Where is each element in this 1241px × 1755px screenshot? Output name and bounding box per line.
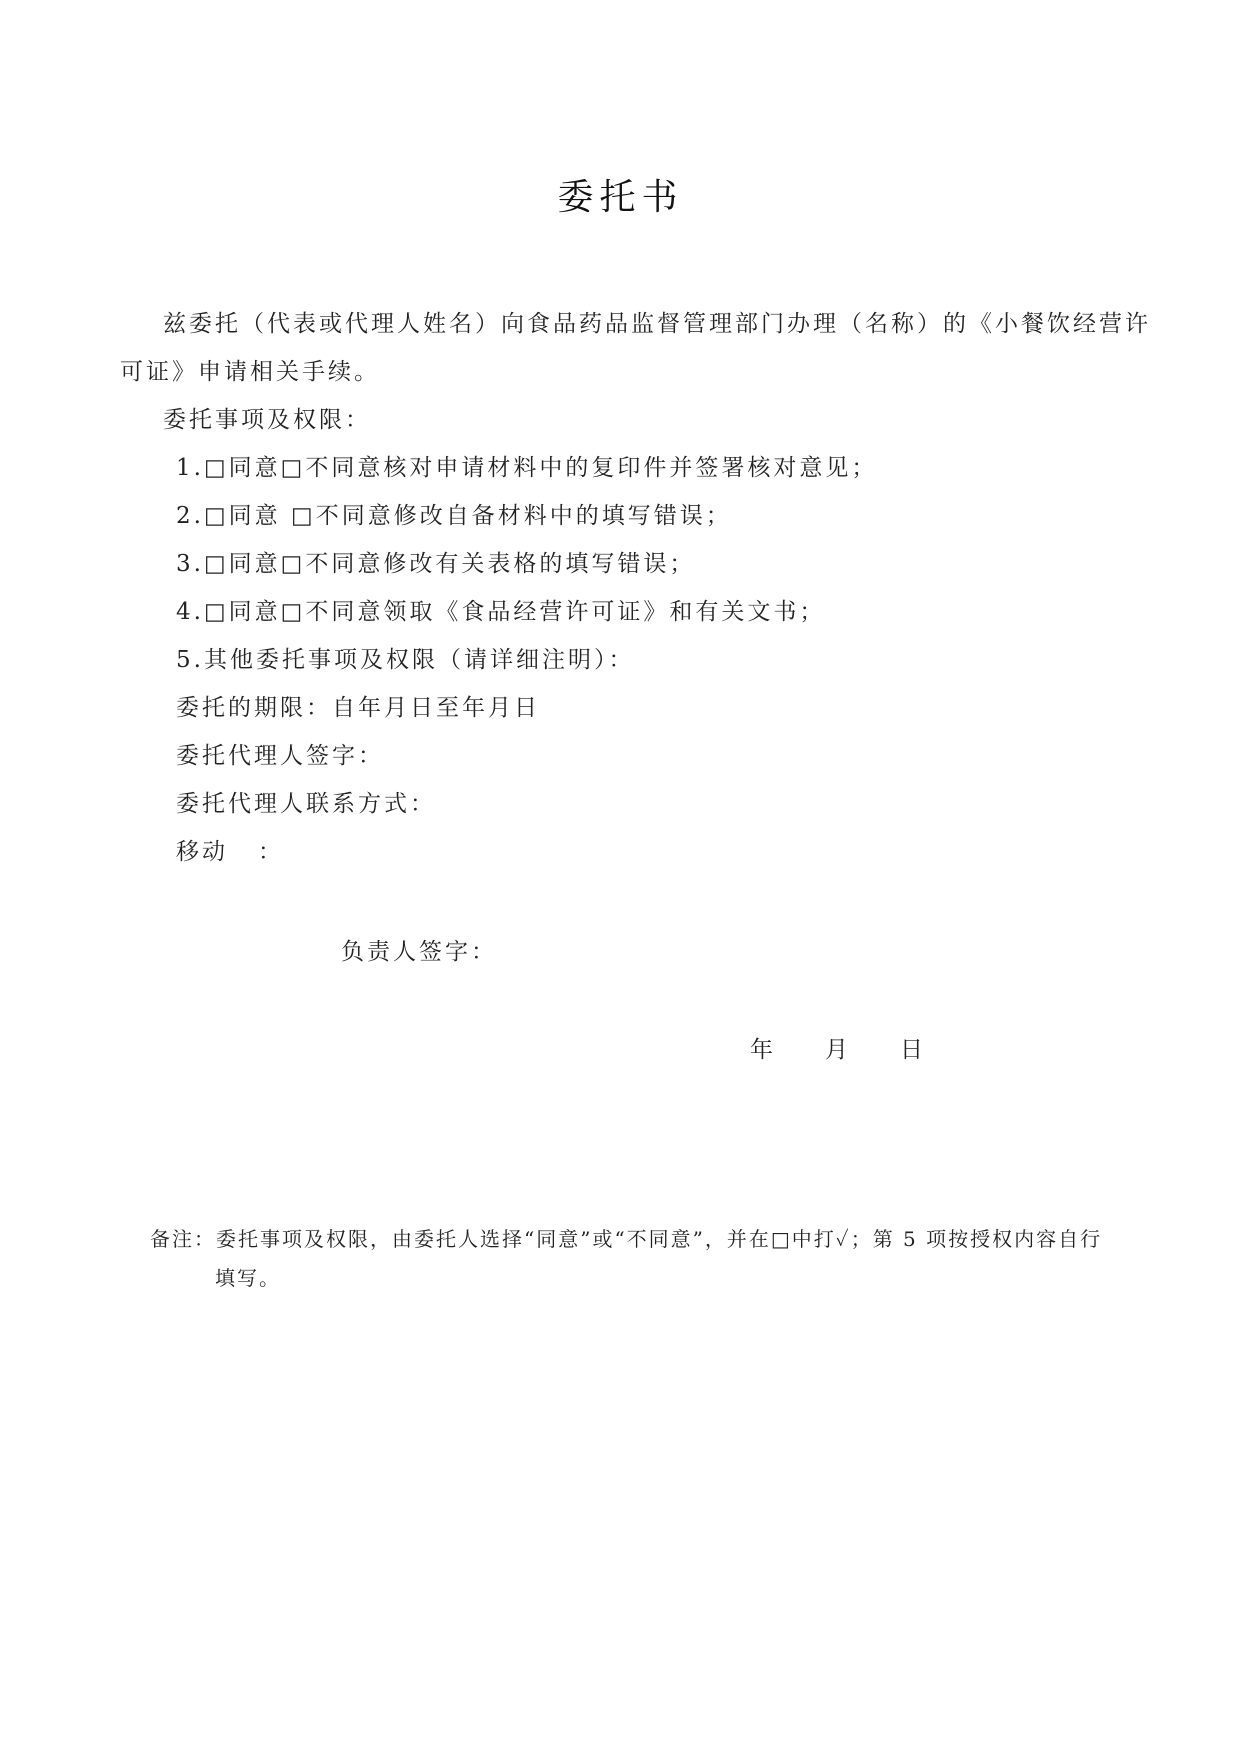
scope-item-3: 3.□同意□不同意修改有关表格的填写错误； [176,551,696,577]
scope-item-5: 5.其他委托事项及权限（请详细注明）： [176,647,635,673]
scope-item-2: 2.□同意 □不同意修改自备材料中的填写错误； [176,503,732,529]
agent-signature-label: 委托代理人签字： [176,743,384,769]
agent-contact-label: 委托代理人联系方式： [176,791,436,817]
scope-item-4: 4.□同意□不同意领取《食品经营许可证》和有关文书； [176,599,826,625]
date-year: 年 [750,1037,773,1063]
intro-line-2: 可证》申请相关手续。 [120,359,380,385]
scope-item-1: 1.□同意□不同意核对申请材料中的复印件并签署核对意见； [176,455,878,481]
mobile-colon: ： [258,839,284,865]
date-month: 月 [825,1037,848,1063]
date-day: 日 [900,1037,923,1063]
document-title: 委托书 [557,177,684,218]
mobile-label: 移动 [176,839,228,865]
principal-signature-label: 负责人签字： [341,939,497,965]
remark-line-2: 填写。 [215,1266,281,1290]
remark-line-1: 备注：委托事项及权限，由委托人选择“同意”或“不同意”，并在□中打✓；第 5 项按授权内容自行 [150,1227,1103,1251]
scope-heading: 委托事项及权限： [163,407,371,433]
intro-line-1: 兹委托（代表或代理人姓名）向食品药品监督管理部门办理（名称）的《小餐饮经营许 [163,311,1151,337]
term-line: 委托的期限：自年月日至年月日 [176,695,540,721]
